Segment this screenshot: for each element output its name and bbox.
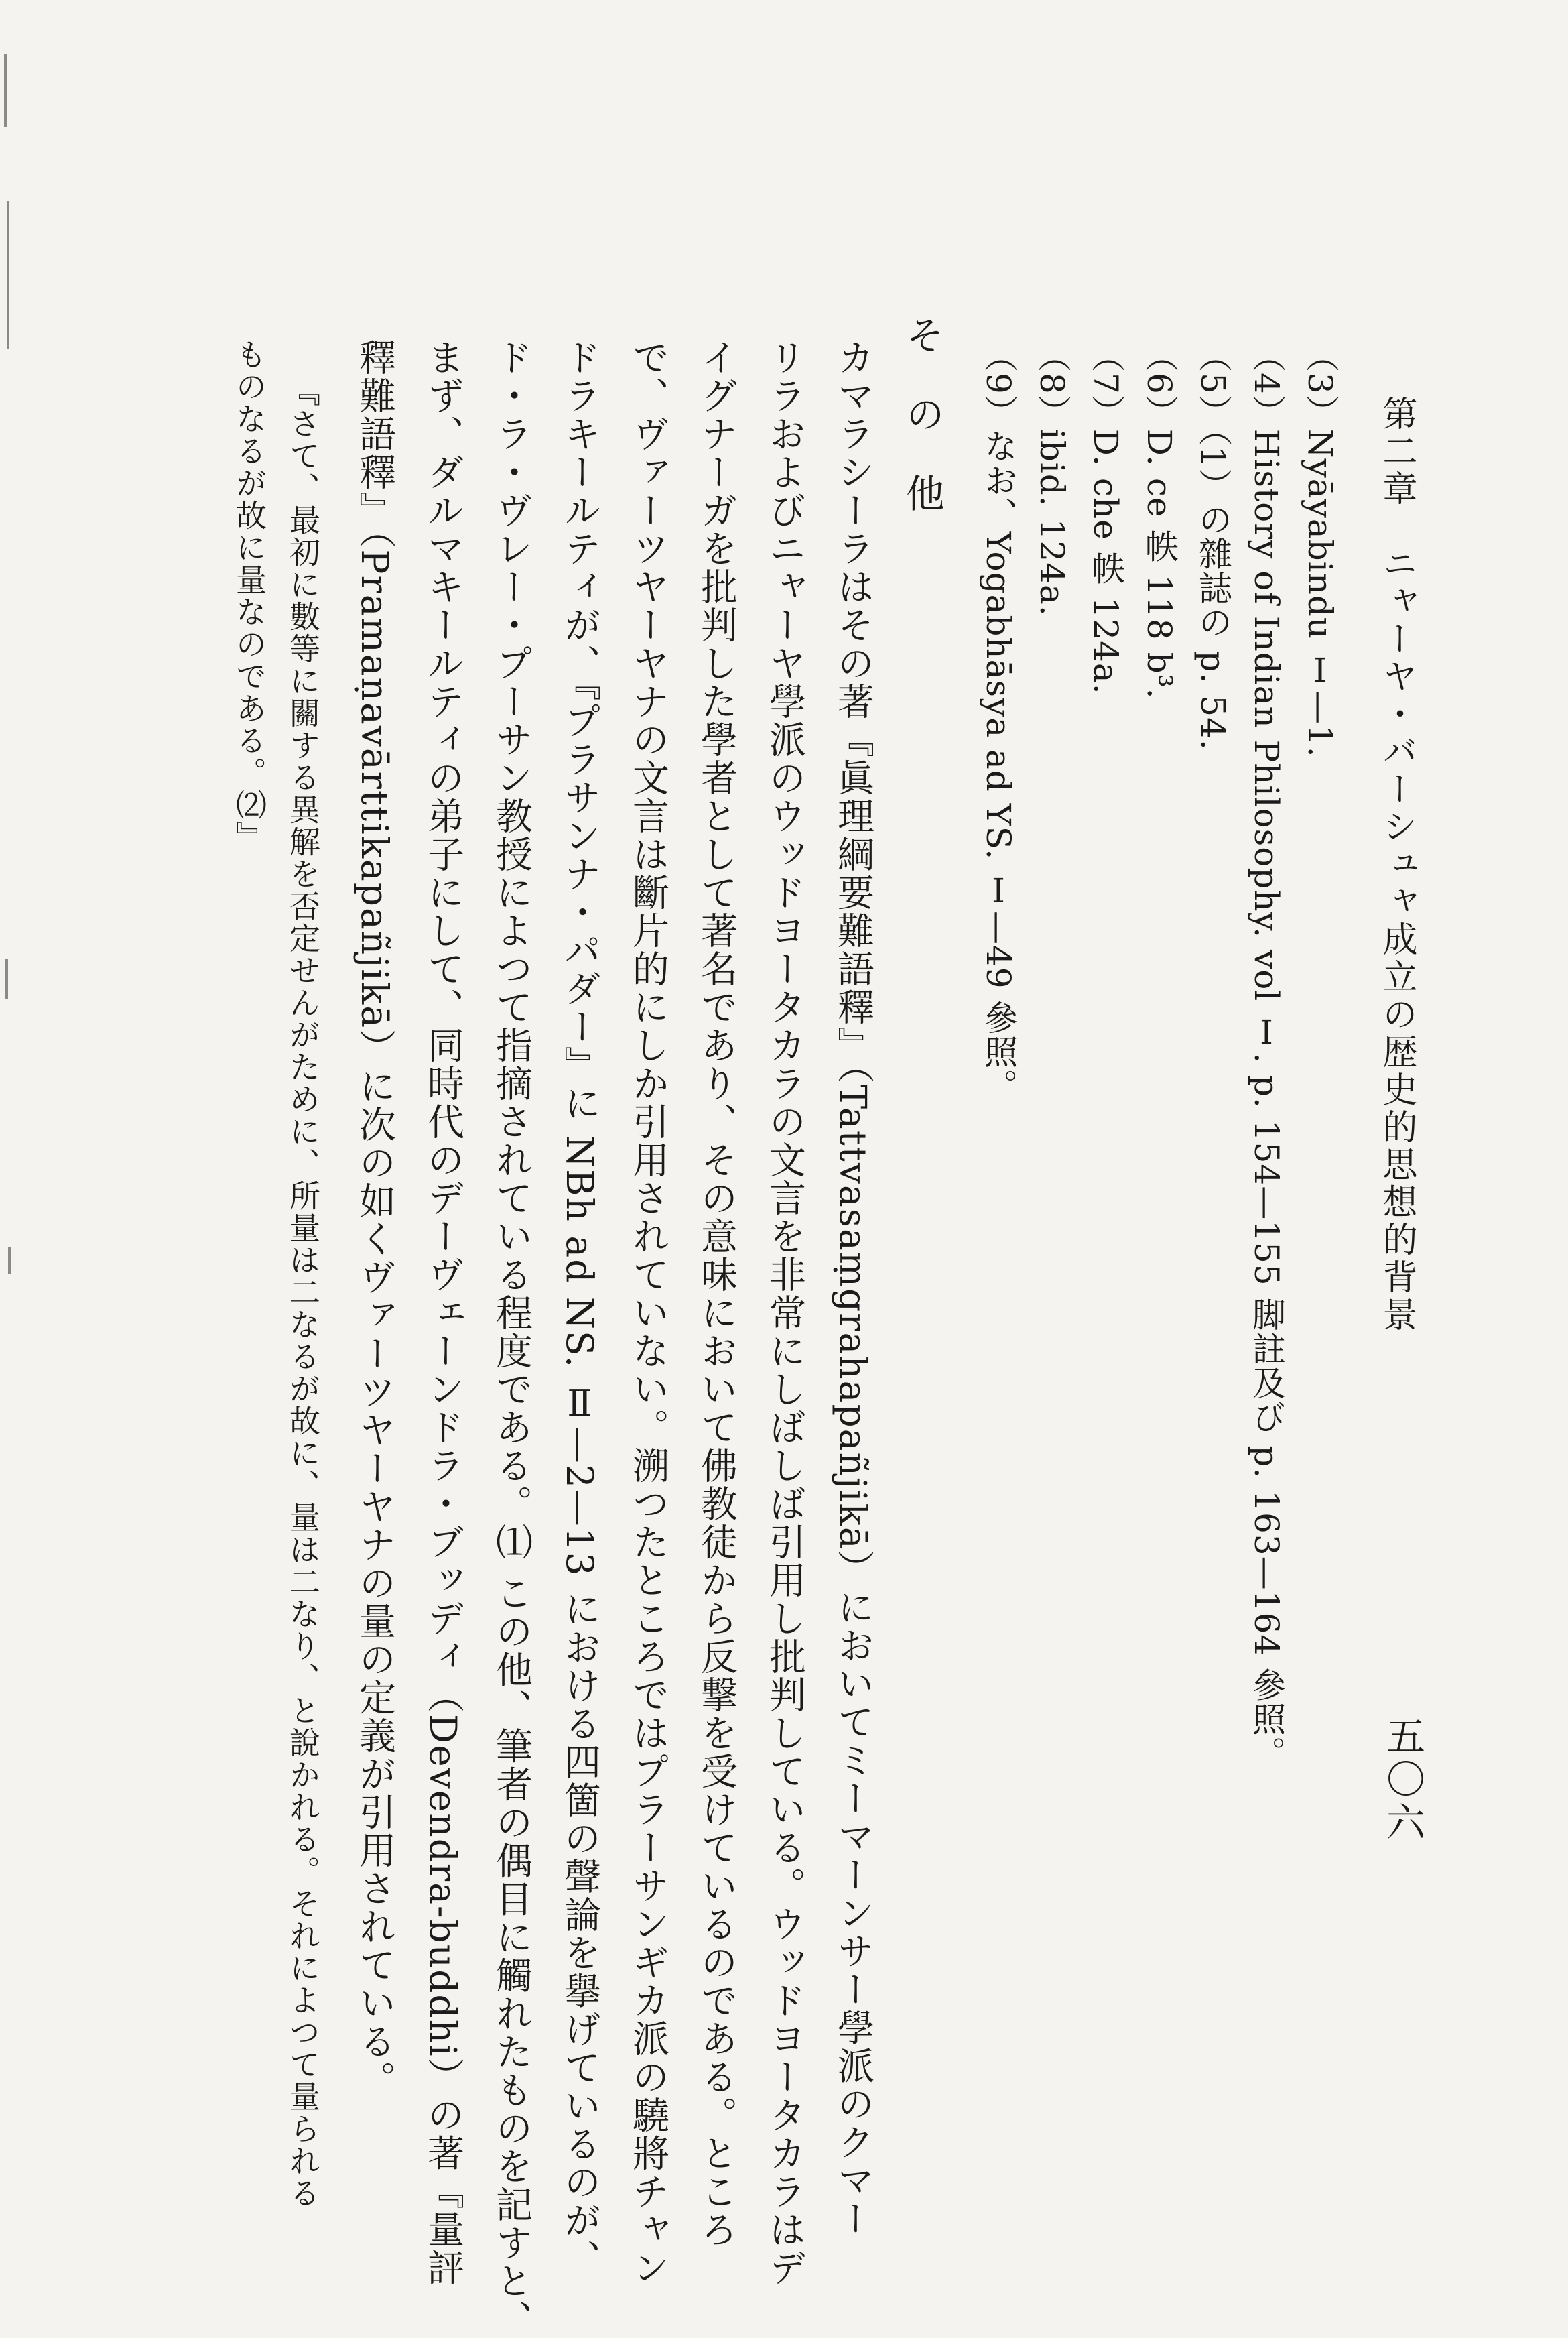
body-line: で、ヴァーツヤーヤナの文言は斷片的にしか引用されていない。溯つたところではプラーサンギカ派の驍將チャン (627, 339, 669, 2287)
body-line: 釋難語釋』（Pramaṇavārttikapañjikā）に次の如くヴァーツヤーヤナの量の定義が引用されている。 (353, 339, 396, 2099)
footnote-5: （5）（1）の雜誌の p. 54. (1193, 339, 1232, 751)
footnote-7: （7）D. che 帙 124a. (1086, 339, 1125, 695)
scan-edge-mark (4, 54, 7, 127)
footnote-4: （4）History of Indian Philosophy. vol Ⅰ. p. 154—155 脚註及び p. 163—164 參照。 (1247, 339, 1286, 1770)
footnote-3: （3）Nyāyabindu Ⅰ—1. (1301, 339, 1340, 758)
quote-line: ものなるが故に量なのである。⑵』 (231, 339, 267, 853)
quote-line: 『さて、最初に數等に關する異解を否定せんがために、所量は二なるが故に、量は二なり、と說かれる。それによつて量られる (285, 375, 321, 2209)
page-number: 五〇六 (1380, 1716, 1425, 1845)
footnote-6: （6）D. ce 帙 118 b³. (1140, 339, 1179, 700)
scan-edge-mark (7, 201, 9, 349)
body-line: イグナーガを批判した學者として著名であり、その意味において佛教徒から反撃を受けているのである。ところ (695, 339, 738, 2249)
body-line: ド・ラ・ヴレー・プーサン教授によつて指摘されている程度である。⑴ この他、筆者の偶目に觸れたものを記すと、 (490, 339, 533, 2338)
scan-edge-mark (8, 1247, 11, 1274)
body-line: まず、ダルマキールティの弟子にして、同時代のデーヴェーンドラ・ブッディ（Devendra-buddhi）の著『量評 (421, 339, 464, 2287)
scan-edge-mark (5, 959, 8, 999)
running-header: 第二章 ニャーヤ・バーシュャ成立の歴史的思想的背景 (1376, 395, 1417, 1334)
body-line: カマラシーラはその著『眞理綱要難語釋』（Tattvasaṃgrahapañjikā）においてミーマーンサー學派のクマー (832, 339, 874, 2238)
body-line: リラおよびニャーヤ學派のウッドヨータカラの文言を非常にしばしば引用し批判している。ウッドヨータカラはデ (763, 339, 806, 2287)
footnote-8: （8）ibid. 124a. (1033, 339, 1071, 617)
body-line: ドラキールティが、『プラサンナ・パダー』に NBh ad NS. Ⅱ—2—13 における四箇の聲論を擧げているのが、 (558, 339, 601, 2278)
footnote-9: （9）なお、Yogabhāsya ad YS. Ⅰ—49 參照。 (979, 339, 1018, 1103)
section-heading: その他 (899, 315, 945, 552)
